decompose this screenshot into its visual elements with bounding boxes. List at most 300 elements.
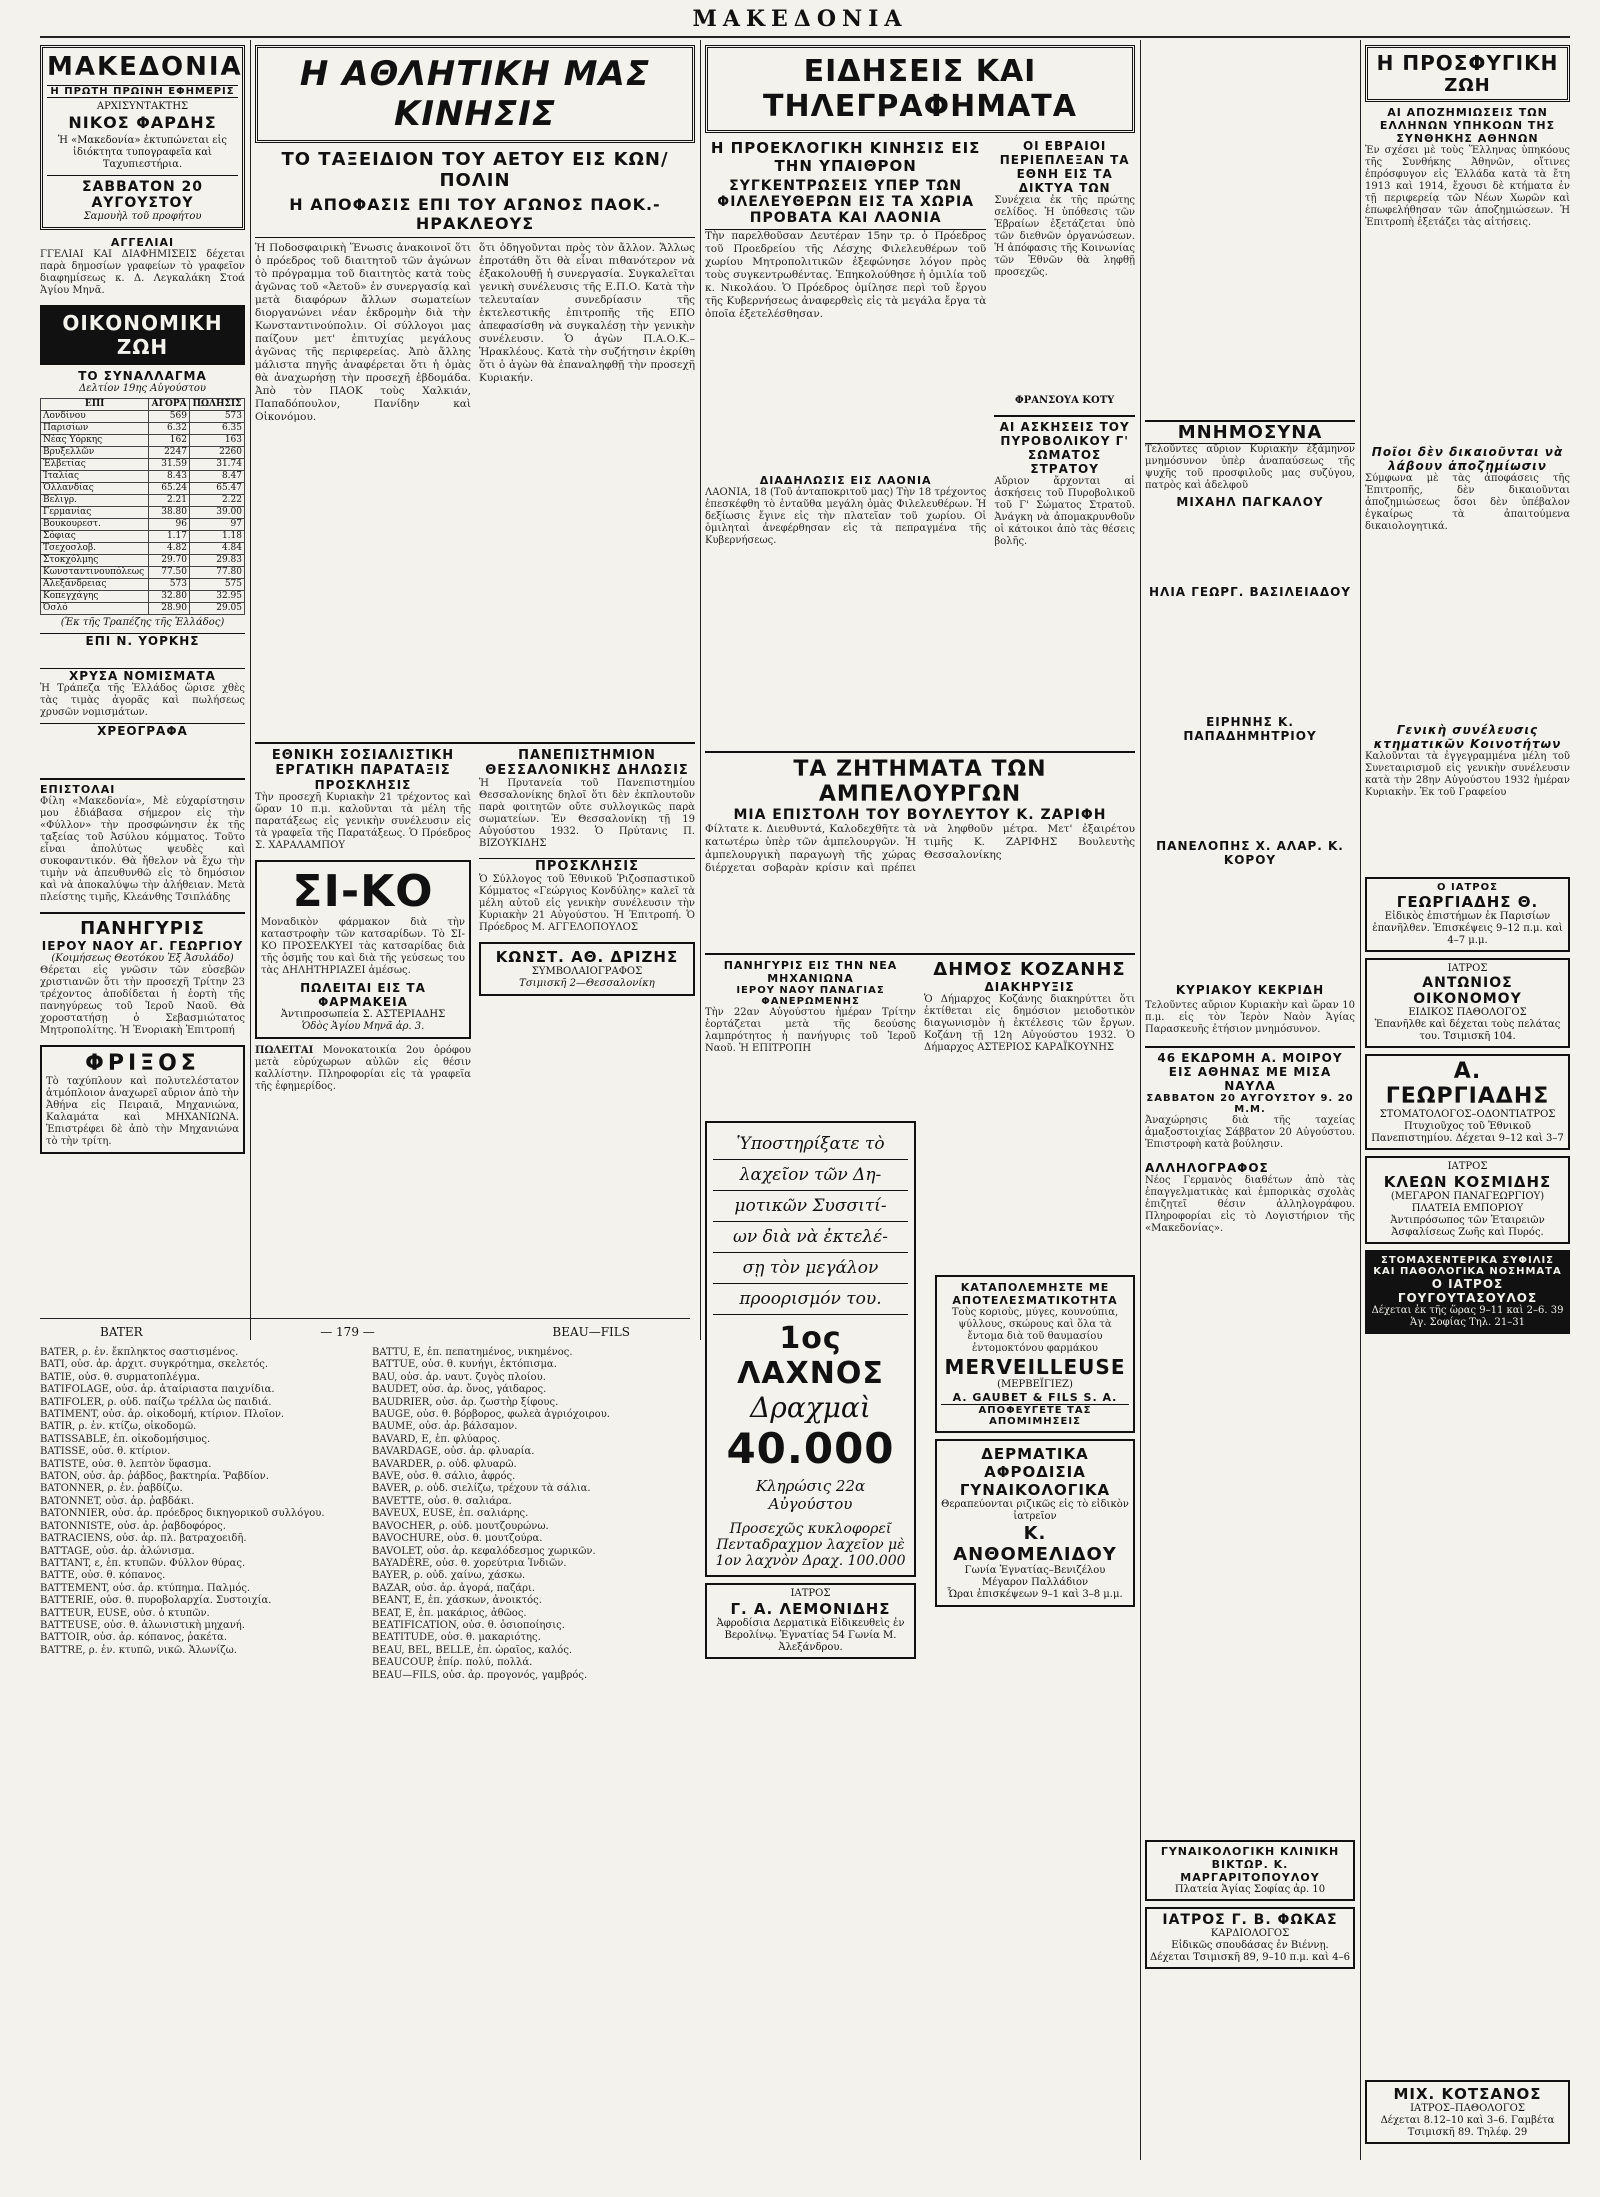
derm-lines (941, 1445, 1129, 1499)
col5 (1365, 45, 1570, 2155)
party-head: ΕΘΝΙΚΗ ΣΟΣΙΑΛΙΣΤΙΚΗ ΕΡΓΑΤΙΚΗ ΠΑΡΑΤΑΞΙΣ (271, 748, 455, 778)
jew-text: Συνέχεια ἐκ τῆς πρώτης σελίδος. Ἡ ὑπόθεσις τῶν Ἑβραίων ἐξετάζεται ὑπὸ τῶν διεθνῶν ὀργανώσεων. Ἡ ἀπόφασις τῆς Κοινωνίας τῶν Ἐθνῶν θὰ ληφθῇ προσεχῶς. (994, 195, 1135, 278)
fx-cell: 2247 (149, 447, 190, 459)
col2 (255, 45, 695, 1315)
dictionary (40, 1325, 690, 2195)
fx-row (41, 495, 245, 507)
lottery-line: λαχεῖον τῶν Δη- (713, 1160, 908, 1191)
fx-cell: Βελιγρ. (41, 495, 149, 507)
dict-entry: BATI, οὐσ. ἀρ. ἀρχιτ. συγκρότημα, σκελετός. (40, 1359, 269, 1371)
fx-cell: 6.35 (189, 423, 244, 435)
fx-cell: 1.17 (149, 531, 190, 543)
oikonomou-label: ΙΑΤΡΟΣ (1447, 963, 1488, 974)
lemonidis-title: ΙΑΤΡΟΣ (790, 1588, 831, 1599)
excursion-head: 46 ΕΚΔΡΟΜΗ Α. ΜΟΙΡΟΥ ΕΙΣ ΑΘΗΝΑΣ ΜΕ ΜΙΣΑ ΝΑΥΛΑ (1145, 1046, 1355, 1093)
memorial-name2: ΗΛΙΑ ΓΕΩΡΓ. ΒΑΣΙΛΕΙΑΔΟΥ (1149, 585, 1351, 599)
dict-header (40, 1325, 690, 1339)
fx-date: Δελτίον 19ης Αὐγούστου (79, 383, 206, 394)
fx-cell: 2.22 (189, 495, 244, 507)
derm-addr: Γωνία Ἐγνατίας–Βενιζέλου Μέγαρον Παλλάδιον (964, 1565, 1106, 1588)
sports-title: Η ΑΘΛΗΤΙΚΗ ΜΑΣ ΚΙΝΗΣΙΣ (299, 54, 651, 134)
sports-head1: ΤΟ ΤΑΞΕΙΔΙΟΝ ΤΟΥ ΑΕΤΟΥ ΕΙΣ ΚΩΝ/ΠΟΛΙΝ (281, 149, 669, 191)
gougou-card (1365, 1250, 1570, 1334)
dict-entry: BAUDET, οὐσ. ἀρ. ὄνος, γάιδαρος. (372, 1384, 547, 1396)
letters-head: ΕΠΙΣΤΟΛΑΙ (40, 778, 245, 796)
dict-entry: BATTAGE, οὐσ. ἀρ. ἁλώνισμα. (40, 1545, 195, 1557)
fx-cell: Σόφιας (41, 531, 149, 543)
news-title-box (705, 45, 1135, 133)
a-georgiadis-sub: ΣΤΟΜΑΤΟΛΟΓΟΣ–ΟΔΟΝΤΙΑΤΡΟΣ (1379, 1109, 1556, 1120)
fx-row (41, 423, 245, 435)
dict-entry: BATTEUR, EUSE, οὐσ. ὁ κτυπῶν. (40, 1607, 210, 1619)
memorial-name4: ΠΑΝΕΛΟΠΗΣ Χ. ΑΛΑΡ. Κ. ΚΟΡΟΥ (1156, 839, 1344, 867)
lawyer-addr: Τσιμισκῆ 2—Θεσσαλονίκη (519, 978, 655, 989)
dict-entry: BATIMENT, οὐσ. ἀρ. οἰκοδομή, κτίριον. Πλοῖον. (40, 1409, 285, 1421)
dict-entry: BAU, οὐσ. ἀρ. ναυτ. ζυγὸς πλοίου. (372, 1371, 546, 1383)
dict-entry: BEAU, BEL, BELLE, ἐπ. ὡραῖος, καλός. (372, 1644, 573, 1656)
lottery-ad (705, 1121, 916, 1577)
fx-cell: 32.80 (149, 591, 190, 603)
univ-head: ΠΑΝΕΠΙΣΤΗΜΙΟΝ ΘΕΣΣΑΛΟΝΙΚΗΣ ΔΗΛΩΣΙΣ (485, 748, 689, 778)
dict-entry: BEAUCOUP, ἐπίρ. πολύ, πολλά. (372, 1657, 533, 1669)
fx-row (41, 567, 245, 579)
dict-entry: BAUGE, οὐσ. θ. βόρβορος, φωλεὰ ἀγριόχοιρου. (372, 1409, 610, 1421)
dict-entry: BATONNET, οὐσ. ἀρ. ῥαβδάκι. (40, 1495, 195, 1507)
a-georgiadis-card (1365, 1054, 1570, 1150)
merv-brand: MERVEILLEUSE (944, 1355, 1126, 1379)
laonia-text: ΛΑΟΝΙΑ, 18 (Τοῦ ἀνταποκριτοῦ μας) Τὴν 18 τρέχοντος ἐπεσκέφθη τὸ ἐνταῦθα μεγάλη ὁμὰς Φιλελευθέρων. Ἡ δεξίωσις ἔγινε εἰς τὴν πλατεῖαν τοῦ χωρίου. Οἱ ὁμιληταὶ ἀνεφέρθησαν εἰς τὰ πεπραγμένα τῆς Κυβερνήσεως. (705, 487, 987, 546)
fx-cell: 65.24 (149, 483, 190, 495)
fx-cell: 162 (149, 435, 190, 447)
column-rule (250, 40, 251, 1340)
festival-place: (Κοιμήσεως Θεοτόκου Ἐξ Ἀσυλάδο) (51, 953, 234, 964)
fx-row (41, 447, 245, 459)
oikonomou-sub: ΕΙΔΙΚΟΣ ΠΑΘΟΛΟΓΟΣ (1408, 1007, 1527, 1018)
refugee-title-b: ΖΩΗ (1444, 75, 1491, 96)
dict-entry: BEATITUDE, οὐσ. θ. μακαριότης. (372, 1632, 541, 1644)
dict-entry: BATONNER, ρ. ἐν. ῥαβδίζω. (40, 1483, 183, 1495)
fx-cell: 29.83 (189, 555, 244, 567)
oikonomou-card (1365, 958, 1570, 1048)
fx-cell: 8.47 (189, 471, 244, 483)
dict-entry: BAVARDER, ρ. οὐδ. φλυαρῶ. (372, 1458, 517, 1470)
refugee-head: ΑΙ ΑΠΟΖΗΜΙΩΣΕΙΣ ΤΩΝ ΕΛΛΗΝΩΝ ΥΠΗΚΟΩΝ ΤΗΣ ΣΥΝΘΗΚΗΣ ΑΘΗΝΩΝ (1379, 106, 1556, 145)
fx-cell: 4.82 (149, 543, 190, 555)
fx-cell: Παρισίων (41, 423, 149, 435)
dict-entry: BATTEUSE, οὐσ. θ. ἁλωνιστικὴ μηχανή. (40, 1619, 245, 1631)
fx-cell: 163 (189, 435, 244, 447)
fx-row (41, 519, 245, 531)
fx-cell: 39.00 (189, 507, 244, 519)
dict-entry: BAVOCHURE, οὐσ. θ. μουτζούρα. (372, 1533, 543, 1545)
sico-sell: ΠΩΛΕΙΤΑΙ ΕΙΣ ΤΑ ΦΑΡΜΑΚΕΙΑ (300, 981, 426, 1009)
merv-maker: A. GAUBET & FILS S. A. (952, 1391, 1118, 1404)
lawyer-name: ΚΩΝΣΤ. ΑΘ. ΔΡΙΖΗΣ (495, 948, 679, 966)
party-sub: ΠΡΟΣΚΛΗΣΙΣ (314, 778, 412, 792)
fx-col-head: ΑΓΟΡΑ (149, 399, 190, 411)
fx-title: ΤΟ ΣΥΝΑΛΛΑΓΜΑ (78, 369, 207, 383)
dict-entry: BEAU—FILS, οὐσ. ἀρ. προγονός, γαμβρός. (372, 1669, 588, 1681)
derm-hours: Ὧραι ἐπισκέψεων 9–1 καὶ 3–8 μ.μ. (947, 1589, 1123, 1600)
pol-head: ΠΡΟΣΚΛΗΣΙΣ (479, 858, 695, 874)
dict-col-b (372, 1347, 690, 1682)
economy-title: ΟΙΚΟΝΟΜΙΚΗ ΖΩΗ (62, 311, 223, 359)
sports-head2: Η ΑΠΟΦΑΣΙΣ ΕΠΙ ΤΟΥ ΑΓΩΝΟΣ ΠΑΟΚ.-ΗΡΑΚΛΕΟΥΣ (255, 195, 695, 238)
letter-ad-text: Νέος Γερμανὸς διαθέτων ἀπὸ τὰς ἐπαγγελματικὰς καὶ ἐμπορικὰς σχολὰς ἐπιζητεῖ θέσιν ἀλληλογράφου. Πληροφορίαι εἰς τὸ Λογιστήριον τῆς «Μακεδονίας». (1145, 1175, 1355, 1234)
fx-row (41, 591, 245, 603)
fx-row (41, 411, 245, 423)
lawyer-title: ΣΥΜΒΟΛΑΙΟΓΡΑΦΟΣ (531, 966, 643, 977)
fx-cell: 38.80 (149, 507, 190, 519)
lottery-line: μοτικῶν Συσσιτί- (713, 1191, 908, 1222)
gougou-head: ΣΤΟΜΑΧΕΝΤΕΡΙΚΑ ΣΥΦΙΛΙΣ ΚΑΙ ΠΑΘΟΛΟΓΙΚΑ ΝΟΣΗΜΑΤΑ (1373, 1255, 1562, 1277)
univ-text: Ἡ Πρυτανεία τοῦ Πανεπιστημίου Θεσσαλονίκης δηλοῖ ὅτι δὲν ἐκπλουτοῦν παρὰ φοιτητῶν οὔτε συλλογικῶς παρὰ σωματείων. Ἐν Θεσσαλονίκῃ τῇ 19 Αὐγούστου 1932. Ὁ Πρύτανις Π. ΒΙΖΟΥΚΙΔΗΣ (479, 778, 695, 849)
gyn-card (1145, 1840, 1355, 1901)
fx-cell: Βρυξελλῶν (41, 447, 149, 459)
editor-title: ΑΡΧΙΣΥΝΤΑΚΤΗΣ (96, 101, 189, 112)
sico-agent: Ἀντιπροσωπεία Σ. ΑΣΤΕΡΙΑΔΗΣ (280, 1009, 446, 1020)
fx-cell: 6.32 (149, 423, 190, 435)
notice-head: ΑΓΓΕΛΙΑΙ (110, 236, 175, 249)
fx-cell: 65.47 (189, 483, 244, 495)
lottery-line: σῃ τὸν μεγάλον (713, 1253, 908, 1284)
masthead-rule (40, 36, 1570, 38)
kozani-sub: ΔΙΑΚΗΡΥΞΙΣ (984, 980, 1075, 994)
fx-row (41, 483, 245, 495)
fx-cell: 4.84 (189, 543, 244, 555)
kosmidis-sub: (ΜΕΓΑΡΟΝ ΠΑΝΑΓΕΩΡΓΙΟΥ) ΠΛΑΤΕΙΑ ΕΜΠΟΡΙΟΥ (1390, 1191, 1545, 1214)
dict-left-head: BATER (100, 1325, 143, 1339)
fx-cell: 77.80 (189, 567, 244, 579)
lottery-line: Ὑποστηρίξατε τὸ (713, 1129, 908, 1160)
laonia-head: ΔΙΑΔΗΛΩΣΙΣ ΕΙΣ ΛΑΟΝΙΑ (759, 474, 932, 487)
oikonomou-text: Ἐπανῆλθε καὶ δέχεται τοὺς πελάτας του. Τσιμισκῆ 104. (1374, 1019, 1561, 1042)
vine-sub: ΜΙΑ ΕΠΙΣΤΟΛΗ ΤΟΥ ΒΟΥΛΕΥΤΟΥ Κ. ΖΑΡΙΦΗ (733, 807, 1107, 823)
pol-text: Ὁ Σύλλογος τοῦ Ἐθνικοῦ Ῥιζοσπαστικοῦ Κόμματος «Γεώργιος Κονδύλης» καλεῖ τὰ μέλη αὐτοῦ εἰς γενικὴν συνέλευσιν τὴν Κυριακὴν 21 Αὐγούστου. Ἡ Ἐπιτροπή. Ὁ Πρόεδρος Μ. ΑΓΓΕΛΟΠΟΥΛΟΣ (479, 874, 695, 933)
dict-entry: BAVARDAGE, οὐσ. ἀρ. φλυαρία. (372, 1446, 535, 1458)
fx-cell: 29.05 (189, 603, 244, 615)
jew-author: ΦΡΑΝΣΟΥΑ ΚΟΤΥ (1015, 395, 1115, 406)
economy-title-box (40, 305, 245, 365)
army-head: ΑΙ ΑΣΚΗΣΕΙΣ ΤΟΥ ΠΥΡΟΒΟΛΙΚΟΥ Γ' ΣΩΜΑΤΟΣ ΣΤΡΑΤΟΥ (994, 415, 1135, 476)
fx-cell: Νέας Υόρκης (41, 435, 149, 447)
frixos-title: ΦΡΙΞΟΣ (85, 1051, 200, 1076)
merv-foot: ΑΠΟΦΕΥΓΕΤΕ ΤΑΣ ΑΠΟΜΙΜΗΣΕΙΣ (941, 1404, 1129, 1427)
paper-intro: Ἡ «Μακεδονία» ἐκτυπώνεται εἰς ἰδιόκτητα τυπογραφεῖα καὶ Ταχυπιεστήρια. (57, 135, 228, 170)
lottery-amount-label: Δραχμαὶ (750, 1391, 871, 1424)
kotsanos-sub: ΙΑΤΡΟΣ–ΠΑΘΟΛΟΓΟΣ (1410, 2103, 1525, 2114)
fx-cell: Γερμανίας (41, 507, 149, 519)
masthead-title: ΜΑΚΕΔΟΝΙΑ (692, 6, 908, 32)
fokas-sub: ΚΑΡΔΙΟΛΟΓΟΣ (1210, 1928, 1290, 1939)
sports-title-box (255, 45, 695, 143)
merv-ad (935, 1275, 1135, 1433)
fx-cell: 77.50 (149, 567, 190, 579)
refugee-gen-head: Γενικὴ συνέλευσις κτηματικῶν Κοινοτήτων (1373, 723, 1562, 751)
vine-head: ΤΑ ΖΗΤΗΜΑΤΑ ΤΩΝ ΑΜΠΕΛΟΥΡΓΩΝ (793, 757, 1047, 807)
lottery-prize-label: 1ος ΛΑΧΝΟΣ (737, 1321, 884, 1391)
col5-bottom (1365, 2080, 1570, 2160)
sico-text: Μοναδικὸν φάρμακον διὰ τὴν καταστροφὴν τῶν κατσαρίδων. Τὸ ΣΙ-ΚΟ ΠΡΟΣΕΛΚΥΕΙ τὰς κατσαρίδας διὰ τῆς ὀσμῆς του καὶ διὰ τῆς γεύσεως του τὰς ΔΗΛΗΤΗΡΙΑΖΕΙ ἀμέσως. (261, 917, 465, 976)
col4-top (1145, 420, 1355, 1510)
memorial-name1: ΜΙΧΑΗΛ ΠΑΓΚΑΛΟΥ (1176, 495, 1324, 509)
sico-addr: Ὁδὸς Ἁγίου Μηνᾶ ἀρ. 3. (301, 1021, 425, 1032)
dict-entry: BATTRE, ρ. ἐν. κτυπῶ, νικῶ. Ἁλωνίζω. (40, 1644, 237, 1656)
fx-cell: 29.70 (149, 555, 190, 567)
lottery-note: Προσεχῶς κυκλοφορεῖ Πενταδραχμον λαχεῖον μὲ 1ον λαχνὸν Δραχ. 100.000 (715, 1521, 906, 1569)
jew-head: ΟΙ ΕΒΡΑΙΟΙ ΠΕΡΙΕΠΛΕΞΑΝ ΤΑ ΕΘΝΗ ΕΙΣ ΤΑ ΔΙΚΤΥΑ ΤΩΝ (999, 139, 1130, 195)
dict-entry: BATIR, ρ. ἐν. κτίζω, οἰκοδομῶ. (40, 1421, 197, 1433)
refugee-nor-head: Ποῖοι δὲν δικαιοῦνται νὰ λάβουν ἀποζημίωσιν (1371, 445, 1564, 473)
derm-ad (935, 1439, 1135, 1607)
column-rule (700, 40, 701, 1340)
kosmidis-card (1365, 1156, 1570, 1244)
fokas-name: ΙΑΤΡΟΣ Γ. Β. ΦΩΚΑΣ (1162, 1912, 1338, 1928)
excursion-date: ΣΑΒΒΑΤΟΝ 20 ΑΥΓΟΥΣΤΟΥ 9. 20 Μ.Μ. (1146, 1093, 1354, 1115)
news-body: Τὴν παρελθοῦσαν Δευτέραν 15ην τρ. ὁ Πρόεδρος τοῦ Προεδρείου τῆς Λέσχης Φιλελευθέρων τοῦ χωρίου Μητροπολιτικῶν ἐξεφώνησε λόγον πρὸς τοὺς συγκεντρωθέντας. Ἐπηκολούθησε ἡ ὁμιλία τοῦ κ. Νικολάου. Ὁ Πρόεδρος ὁμίλησε περὶ τοῦ ἔργου τῆς Κυβερνήσεως ἀναφερθεὶς εἰς τὰ μεγάλα ἔργα τὰ ὁποῖα ἐξετελέσθησαν. (705, 230, 987, 320)
dict-entry: BAYADÈRE, οὐσ. θ. χορεύτρια Ἰνδιῶν. (372, 1557, 567, 1569)
lemonidis-name: Γ. Α. ΛΕΜΟΝΙΔΗΣ (730, 1600, 891, 1618)
festival-text: Θέρεται εἰς γνῶσιν τῶν εὐσεβῶν χριστιανῶν ὅτι τὴν προσεχῆ Τρίτην 23 τρέχοντος ἀποδίδεται ἡ ἑορτὴ τῆς πανηγύρεως τοῦ Ἱεροῦ Ναοῦ. Θὰ χοροστατήσῃ ὁ Σεβασμιώτατος Μητροπολίτης. Ἡ Ἐνοριακὴ Ἐπιτροπή (40, 965, 245, 1036)
kotsanos-name: ΜΙΧ. ΚΟΤΣΑΝΟΣ (1393, 2085, 1542, 2103)
vine-text: Φίλτατε κ. Διευθυντά, Καλοδεχθῆτε τὰ κατωτέρω ὑπὲρ τῶν ἀμπελουργῶν. Ἡ ἀμπελουργικὴ παραγωγὴ τῆς χώρας διέρχεται σοβαρὰν κρίσιν καὶ πρέπει νὰ ληφθοῦν μέτρα. Μετ' ἐξαιρέτου τιμῆς Κ. ΖΑΡΙΦΗΣ Βουλευτὴς Θεσσαλονίκης (705, 823, 1135, 874)
memorial-head: ΜΝΗΜΟΣΥΝΑ (1145, 420, 1355, 444)
fx-cell: 569 (149, 411, 190, 423)
dict-entry: BATIFOLER, ρ. οὐδ. παίζω τρέλλα ὡς παιδιά. (40, 1396, 272, 1408)
sale-notice (255, 1045, 471, 1093)
fx-cell: Τσεχοσλοβ. (41, 543, 149, 555)
fx-row (41, 471, 245, 483)
fx-row (41, 543, 245, 555)
sico-title: ΣΙ-ΚΟ (292, 866, 434, 917)
derm-line: ΑΦΡΟΔΙΣΙΑ (984, 1463, 1086, 1481)
lottery-lines (713, 1129, 908, 1315)
bonds-title: ΧΡΕΟΓΡΑΦΑ (40, 723, 245, 738)
masthead (0, 6, 1600, 36)
memorial-name3: ΕΙΡΗΝΗΣ Κ. ΠΑΠΑΔΗΜΗΤΡΙΟΥ (1183, 715, 1317, 743)
dict-entry: BATER, ρ. ἐν. ἔκπληκτος σαστισμένος. (40, 1347, 239, 1358)
fx-cell: 1.18 (189, 531, 244, 543)
dict-entry: BATTU, E, ἐπ. πεπατημένος, νικημένος. (372, 1347, 573, 1358)
column-rule (1360, 40, 1361, 2160)
dict-entry: BEANT, E, ἐπ. χάσκων, ἀνοικτός. (372, 1595, 542, 1607)
gold-text: Ἡ Τράπεζα τῆς Ἑλλάδος ὥρισε χθὲς τὰς τιμὰς ἀγορᾶς καὶ πωλήσεως χρυσῶν νομισμάτων. (40, 683, 245, 718)
sale-head: ΠΩΛΕΙΤΑΙ (255, 1045, 314, 1056)
dict-entry: BATTUE, οὐσ. θ. κυνήγι, ἐκτόπισμα. (372, 1359, 557, 1371)
news-title: ΕΙΔΗΣΕΙΣ ΚΑΙ ΤΗΛΕΓΡΑΦΗΜΑΤΑ (763, 54, 1077, 124)
georgiadis-text: Εἰδικὸς ἐπιστήμων ἐκ Παρισίων ἐπανῆλθεν. Ἐπισκέψεις 9–12 π.μ. καὶ 4–7 μ.μ. (1372, 911, 1563, 946)
fx-col-head: ΠΩΛΗΣΙΣ (189, 399, 244, 411)
georgiadis-name: ΓΕΩΡΓΙΑΔΗΣ Θ. (1396, 893, 1539, 911)
refugee-title-a: Η ΠΡΟΣΦΥΓΙΚΗ (1376, 51, 1559, 75)
dict-entry: BATIFOLAGE, οὐσ. ἀρ. ἀταίριαστα παιχνίδια. (40, 1384, 275, 1396)
dict-entry: BAZAR, οὐσ. ἀρ. ἀγορά, παζάρι. (372, 1582, 536, 1594)
army-text: Αὔριον ἄρχονται αἱ ἀσκήσεις τοῦ Πυροβολικοῦ τοῦ Γ' Σώματος Στρατοῦ. Ἀνάγκη νὰ ἀπομακρυνθοῦν οἱ κάτοικοι ἀπὸ τὰς θέσεις βολῆς. (994, 476, 1135, 547)
kotsanos-card (1365, 2080, 1570, 2144)
dict-page-num: — 179 — (320, 1325, 375, 1339)
fest2-sub: ΙΕΡΟΥ ΝΑΟΥ ΠΑΝΑΓΙΑΣ ΦΑΝΕΡΩΜΕΝΗΣ (736, 985, 885, 1007)
dict-entry: BAUDRIER, οὐσ. ἀρ. ζωστὴρ ξίφους. (372, 1396, 559, 1408)
derm-line: ΓΥΝΑΙΚΟΛΟΓΙΚΑ (959, 1481, 1111, 1499)
dict-entry: BAUME, οὐσ. ἀρ. βάλσαμον. (372, 1421, 518, 1433)
fx-cell: Ἑλβετίας (41, 459, 149, 471)
paper-name: ΜΑΚΕΔΟΝΙΑ (47, 52, 243, 82)
sports-body-a: Ἡ Ποδοσφαιρικὴ Ἕνωσις ἀνακοινοῖ ὅτι ὁ πρόεδρος τοῦ διαιτητοῦ τῶν ἀγώνων τὸ πρόγραμμα τοῦ διαιτητὸς κατὰ τοὺς ἀγῶνας τοῦ «Ἀετοῦ» ἐν συνεργασίᾳ καὶ μετὰ διαφόρων ἄλλων σωματείων διοργανώνει νέαν ἐκδρομὴν διὰ τὴν Κωνσταντινούπολιν. Οἱ σύλλογοι μας παίζουν μετ' ἐπιτυχίας μεγάλους ἀγῶνας τῆς περιφερείας. Ἀπὸ ἄλλης μάλιστα πηγῆς ἀναφέρεται ὅτι ἡ ὁμὰς θὰ ἀναχωρήσῃ τὴν προσεχῆ ἑβδομάδα. Ἀπὸ τὸν ΠΑΟΚ τοὺς Χαλκιάν, Παπαδόπουλον, Πανίδην καὶ Οἰκονόμου. (255, 242, 471, 423)
gougou-text: Δέχεται ἐκ τῆς ὥρας 9–11 καὶ 2–6. 39 Ἁγ. Σοφίας Τηλ. 21–31 (1371, 1305, 1564, 1328)
kozani-text: Ὁ Δήμαρχος Κοζάνης διακηρύττει ὅτι ἐκτίθεται εἰς δημόσιον μειοδοτικὸν διαγωνισμὸν ἡ ἐκτέλεσις τῶν ἔργων. Κοζάνη τῇ 12η Αὐγούστου 1932. Ὁ Δήμαρχος ΑΣΤΕΡΙΟΣ ΚΑΡΑΪΚΟΥΝΗΣ (924, 994, 1135, 1053)
refugee-nor-text: Σύμφωνα μὲ τὰς ἀποφάσεις τῆς Ἐπιτροπῆς, δὲν δικαιοῦνται ἀποζημιώσεως ὅσοι δὲν ὑπέβαλον ἐγκαίρως τὰ ἀπαιτούμενα δικαιολογητικά. (1365, 473, 1570, 532)
letter-text: Φίλη «Μακεδονία», Μὲ εὐχαρίστησιν μου ἐδιάβασα σήμερον εἰς τὴν «Φύλλον» τὴν προσφώνησιν ἐκ τῆς ταξείας τοῦ Ἀσύλου κόμματος. Τοῦτο εἶναι ἀπολύτως ψευδὲς καὶ συκοφαντικόν. Θὰ ἤθελον νὰ ἔχω τὴν τιμὴν νὰ ἀπευθυνθῶ εἰς τὸ δημόσιον καὶ νὰ ἀποκαλύψω τὴν ἀλήθειαν. Μετὰ πλείστης τιμῆς, Κλεάνθης Τσιπλάδης (40, 796, 245, 903)
col4-bottom (1145, 1840, 1355, 2155)
dict-entry: BAVETTE, οὐσ. θ. σαλιάρα. (372, 1495, 512, 1507)
fokas-text: Εἰδικῶς σπουδάσας ἐν Βιέννῃ. Δέχεται Τσιμισκῆ 89, 9–10 π.μ. καὶ 4–6 (1150, 1940, 1350, 1963)
dict-right-head: BEAU—FILS (552, 1325, 630, 1339)
dict-entry: BAYER, ρ. οὐδ. χαίνω, χάσκω. (372, 1570, 526, 1582)
fx-cell: Ἀλεξάνδρειας (41, 579, 149, 591)
ny-title: ΕΠΙ Ν. ΥΟΡΚΗΣ (40, 633, 245, 648)
dict-entry: BAVER, ρ. οὐδ. σιελίζω, τρέχουν τὰ σάλια. (372, 1483, 591, 1495)
party-text: Τὴν προσεχῆ Κυριακὴν 21 τρέχοντος καὶ ὥραν 10 π.μ. καλοῦνται τὰ μέλη τῆς παρατάξεως εἰς γενικὴν συνέλευσιν εἰς τὰ γραφεῖα τῆς Παρατάξεως. Ὁ Πρόεδρος Σ. ΧΑΡΑΛΑΜΠΟΥ (255, 792, 471, 851)
festival-sub: ΙΕΡΟΥ ΝΑΟΥ ΑΓ. ΓΕΩΡΓΙΟΥ (41, 939, 244, 953)
kotsanos-text: Δέχεται 8.12–10 καὶ 3–6. Γαμβέτα Τσιμισκῆ 89. Τηλέφ. 29 (1380, 2115, 1555, 2138)
column-rule (1140, 40, 1141, 2160)
fx-cell: Ὁλλανδίας (41, 483, 149, 495)
fx-cell: Στοκχόλμης (41, 555, 149, 567)
fx-table (40, 398, 245, 615)
derm-line: ΔΕΡΜΑΤΙΚΑ (981, 1445, 1089, 1463)
dict-entry: BAVARD, E, ἐπ. φλύαρος. (372, 1433, 501, 1445)
merv-head: ΚΑΤΑΠΟΛΕΜΗΣΤΕ ΜΕ ΑΠΟΤΕΛΕΣΜΑΤΙΚΟΤΗΤΑ (952, 1281, 1118, 1307)
kosmidis-text: Ἀντιπρόσωπος τῶν Ἑταιρειῶν Ἀσφαλίσεως Ζωῆς καὶ Πυρός. (1390, 1215, 1545, 1238)
fx-cell: 2260 (189, 447, 244, 459)
notice-text: ΓΓΕΛΙΑΙ ΚΑΙ ΔΙΑΦΗΜΙΣΕΙΣ δέχεται παρὰ δημοσίων γραφείων τὸ γραφεῖον διαφημίσεως κ. Δ. Λεγκαλάκη Στοά Ἁγίου Μηνᾶ. (40, 249, 245, 296)
fx-row (41, 531, 245, 543)
fx-cell: 96 (149, 519, 190, 531)
saint-day: Σαμουὴλ τοῦ προφήτου (83, 211, 202, 222)
dict-entry: BATONNIER, οὐσ. ἀρ. πρόεδρος δικηγορικοῦ συλλόγου. (40, 1508, 325, 1520)
dict-entry: BATONNISTE, οὐσ. ἀρ. ῥαβδοφόρος. (40, 1520, 226, 1532)
dict-entry: BAVOCHER, ρ. οὐδ. μουτζουρώνω. (372, 1520, 549, 1532)
refugee-body: Ἐν σχέσει μὲ τοὺς Ἕλληνας ὑπηκόους τῆς Συνθήκης Ἀθηνῶν, οἵτινες ἐπρόσφυγον εἰς Ἑλλάδα κατὰ τὰ ἔτη 1913 καὶ 1914, ἔχουσι δὲ κτήματα ἐν τῇ περιφερείᾳ τῶν Νέων Χωρῶν καὶ ἐπωφελήθησαν τῶν ἀποζημιώσεων. Ἡ Ἐπιτροπὴ ἐξετάζει τὰς αἰτήσεις. (1365, 145, 1570, 228)
gyn-text: Πλατεία Ἁγίας Σοφίας ἀρ. 10 (1174, 1884, 1326, 1895)
merv-sub: (ΜΕΡΒΕΪΓΙΕΖ) (997, 1379, 1073, 1390)
col1 (40, 45, 245, 1315)
oikonomou-name: ΑΝΤΩΝΙΟΣ ΟΙΚΟΝΟΜΟΥ (1413, 975, 1522, 1007)
sico-ad (255, 860, 471, 1039)
fx-cell: Ὀσλό (41, 603, 149, 615)
fx-row (41, 459, 245, 471)
dict-entry: BATTOIR, οὐσ. ἀρ. κόπανος, ῥακέτα. (40, 1632, 228, 1644)
issue-date: ΣΑΒΒΑΤΟΝ 20 ΑΥΓΟΥΣΤΟΥ (47, 175, 238, 211)
fx-cell: 28.90 (149, 603, 190, 615)
dict-top-rule (40, 1318, 690, 1319)
fx-cell: 32.95 (189, 591, 244, 603)
dict-entry: BATTE, οὐσ. θ. κόπανος. (40, 1570, 166, 1582)
lawyer-card (479, 942, 695, 996)
merv-text: Τοὺς κοριοὺς, μύγες, κουνούπια, ψύλλους, σκώρους καὶ ὅλα τὰ ἔντομα διὰ τοῦ θαυμασίου ἐντομοκτόνου φαρμάκου (951, 1307, 1119, 1354)
lottery-line: προορισμόν του. (713, 1284, 908, 1315)
kosmidis-label: ΙΑΤΡΟΣ (1447, 1161, 1488, 1172)
gyn-clinic-head: ΓΥΝΑΙΚΟΛΟΓΙΚΗ ΚΛΙΝΙΚΗ (1160, 1845, 1340, 1858)
fx-cell: 8.43 (149, 471, 190, 483)
fx-note: (Ἐκ τῆς Τραπέζης τῆς Ἑλλάδος) (60, 617, 225, 628)
dict-entry: BATON, οὐσ. ἀρ. ῥάβδος, βακτηρία. Ῥαβδίον. (40, 1471, 269, 1483)
editor-name: ΝΙΚΟΣ ΦΑΡΔΗΣ (68, 113, 217, 132)
fx-cell: Κοπεγχάγης (41, 591, 149, 603)
frixos-text: Τὸ ταχύπλουν καὶ πολυτελέστατον ἀτμόπλοιον ἀναχωρεῖ αὔριον ἀπὸ τὴν Ἀθήνα εἰς Πειραιᾶ, Μηχανιώνα, Καλαμάτα καὶ ΜΗΧΑΝΙΩΝΑ. Ἐπιστρέφει δὲ ἀπὸ τὴν Μηχανιώνα τὸ τὴν τρίτη. (46, 1076, 239, 1147)
dict-entry: BEAT, E, ἐπ. μακάριος, ἀθῶος. (372, 1607, 527, 1619)
paper-box (40, 45, 245, 230)
georgiadis-label: Ο ΙΑΤΡΟΣ (1437, 882, 1498, 893)
dict-entry: BATISTE, οὐσ. θ. λεπτὸν ὕφασμα. (40, 1458, 212, 1470)
kek-text: Τελοῦντες αὔριον Κυριακὴν καὶ ὥραν 10 π.μ. εἰς τὸν Ἱερὸν Ναὸν Ἁγίας Παρασκευῆς ἐτήσιον μνημόσυνον. (1145, 1000, 1355, 1035)
fx-cell: 97 (189, 519, 244, 531)
dict-entry: BATTANT, ε, ἐπ. κτυπῶν. Φύλλον θύρας. (40, 1557, 246, 1569)
a-georgiadis-text: Πτυχιοῦχος τοῦ Ἐθνικοῦ Πανεπιστημίου. Δέχεται 9–12 καὶ 3–7 (1371, 1121, 1564, 1144)
dict-entry: BATTEMENT, οὐσ. ἀρ. κτύπημα. Παλμός. (40, 1582, 251, 1594)
gyn-name: ΒΙΚΤΩΡ. Κ. ΜΑΡΓΑΡΙΤΟΠΟΥΛΟΥ (1180, 1858, 1320, 1884)
festival-title: ΠΑΝΗΓΥΡΙΣ (40, 912, 245, 939)
fx-cell: 573 (149, 579, 190, 591)
dict-col-a (40, 1347, 358, 1682)
fx-cell: 31.74 (189, 459, 244, 471)
col4 (935, 1275, 1135, 2155)
refugee-title-box (1365, 45, 1570, 102)
fx-col-head: ΕΠΙ (41, 399, 149, 411)
lemonidis-card (705, 1583, 916, 1659)
fest2-head: ΠΑΝΗΓΥΡΙΣ ΕΙΣ ΤΗΝ ΝΕΑ ΜΗΧΑΝΙΩΝΑ (723, 959, 898, 985)
fx-cell: 573 (189, 411, 244, 423)
news-head1: Η ΠΡΟΕΚΛΟΓΙΚΗ ΚΙΝΗΣΙΣ ΕΙΣ ΤΗΝ ΥΠΑΙΘΡΟΝ (710, 139, 981, 175)
lottery-line: ων διὰ νὰ ἐκτελέ- (713, 1222, 908, 1253)
dict-entry: BATISSE, οὐσ. θ. κτίριον. (40, 1446, 171, 1458)
fx-row (41, 507, 245, 519)
dict-entry: BAVEUX, EUSE, ἐπ. σαλιάρης. (372, 1508, 529, 1520)
dict-entry: BATISSABLE, ἐπ. οἰκοδομήσιμος. (40, 1433, 211, 1445)
a-georgiadis-name: Α. ΓΕΩΡΓΙΑΔΗΣ (1385, 1059, 1550, 1109)
derm-name: Κ. ΑΝΘΟΜΕΛΙΔΟΥ (953, 1523, 1117, 1565)
news-head2: ΣΥΓΚΕΝΤΡΩΣΕΙΣ ΥΠΕΡ ΤΩΝ ΦΙΛΕΛΕΥΘΕΡΩΝ ΕΙΣ ΤΑ ΧΩΡΙΑ ΠΡΟΒΑΤΑ ΚΑΙ ΛΑΟΝΙΑ (705, 178, 986, 230)
fest2-text: Τὴν 22αν Αὐγούστου ἡμέραν Τρίτην ἑορτάζεται μετὰ τῆς δεούσης λαμπρότητος ἡ πανήγυρις τοῦ Ἱεροῦ Ναοῦ. Ἡ ΕΠΙΤΡΟΠΗ (705, 1007, 916, 1054)
dict-entry: BAVOLET, οὐσ. ἀρ. κεφαλόδεσμος χωρικῶν. (372, 1545, 596, 1557)
gougou-name: Ο ΙΑΤΡΟΣ ΓΟΥΓΟΥΤΑΣΟΥΛΟΣ (1397, 1277, 1538, 1305)
fx-cell: Κωνσταντινουπόλεως (41, 567, 149, 579)
fx-cell: 575 (189, 579, 244, 591)
fx-row (41, 603, 245, 615)
frixos-ad (40, 1045, 245, 1154)
fx-cell: Βουκουρεστ. (41, 519, 149, 531)
dict-entry: BATIE, οὐσ. θ. συρματοπλέγμα. (40, 1371, 201, 1383)
gold-title: ΧΡΥΣΑ ΝΟΜΙΣΜΑΤΑ (40, 668, 245, 683)
paper-sub: Η ΠΡΩΤΗ ΠΡΩΪΝΗ ΕΦΗΜΕΡΙΣ (47, 85, 238, 98)
derm-text: Θεραπεύονται ριζικῶς εἰς τὸ εἰδικὸν ἰατρεῖον (941, 1499, 1129, 1522)
kosmidis-name: ΚΛΕΩΝ ΚΟΣΜΙΔΗΣ (1383, 1173, 1552, 1191)
dict-entry: BAVE, οὐσ. θ. σάλιο, ἀφρός. (372, 1471, 516, 1483)
fx-cell: 2.21 (149, 495, 190, 507)
fx-cell: Ἰταλίας (41, 471, 149, 483)
dict-entry: BATRACIENS, οὐσ. ἀρ. πλ. βατραχοειδῆ. (40, 1533, 247, 1545)
memorial-name5: ΚΥΡΙΑΚΟΥ ΚΕΚΡΙΔΗ (1175, 983, 1325, 997)
fx-cell: 31.59 (149, 459, 190, 471)
georgiadis-card (1365, 877, 1570, 952)
fx-row (41, 579, 245, 591)
kozani-head: ΔΗΜΟΣ ΚΟΖΑΝΗΣ (933, 959, 1126, 980)
sale-text: Μονοκατοικία 2ου ὀρόφου μετὰ εὐρύχωρων αὐλῶν εἰς θέσιν καλλίστην. Πληροφορίαι εἰς τὰ γραφεῖα τῆς ἐφημερίδος. (255, 1045, 471, 1092)
dict-entry: BATTERIE, οὐσ. θ. πυροβολαρχία. Συστοιχία. (40, 1595, 272, 1607)
sports-body-b: ὅτι ὀδηγοῦνται πρὸς τὸν ἄλλον. Ἄλλως ἐπροτάθη ὅτι θὰ εἶναι πιθανότερον νὰ ἐξακολουθῇ ἡ συνεργασία. Συγκαλεῖται γενικὴ συνέλευσις τῆς Ε.Π.Ο. Κατὰ τὴν τελευταίαν συνεδρίασιν τῆς ἐκτελεστικῆς ἐπιτροπῆς τῆς ΕΠΟ ἀπεφασίσθη νὰ συγκαλέσῃ τὴν γενικὴν συνέλευσιν. Ὁ ἀγὼν Π.Α.Ο.Κ.–Ἡρακλέους. Κατὰ τὴν συζήτησιν ἐκρίθη ὅτι ὁ ἀγὼν θὰ ἐπαναληφθῇ τὴν προσεχῆ Κυριακήν. (479, 242, 695, 384)
letter-ad-head: ΑΛΛΗΛΟΓΡΑΦΟΣ (1145, 1161, 1269, 1175)
fokas-card (1145, 1907, 1355, 1969)
